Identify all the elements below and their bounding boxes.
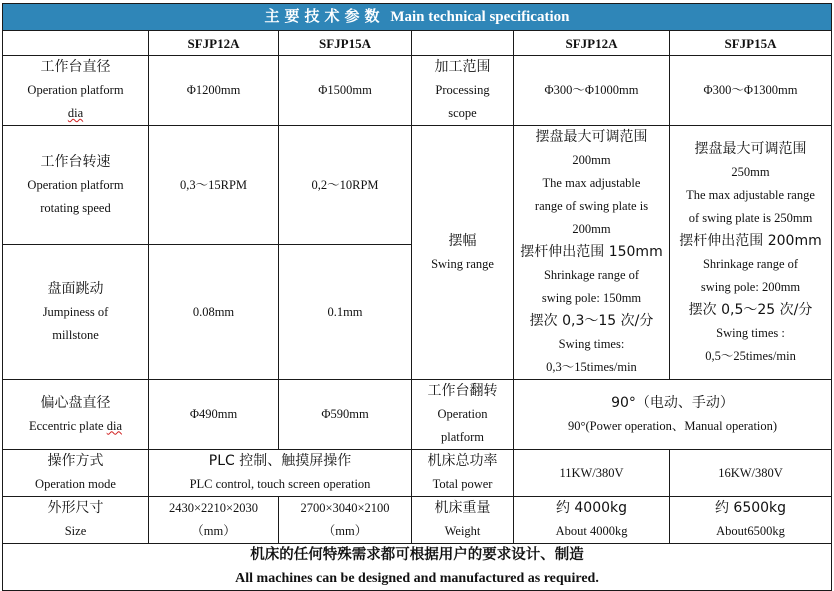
swing-range-sfjp15a: 摆盘最大可调范围 250mm The max adjustable range of swing plate is 250mm 摆杆伸出范围 200mm Shrinkage range of swing pole: 200mm 摆次 0,5～25 次/分 Swing times : 0,5～25times/min [670, 126, 832, 380]
jumpiness-sfjp15a: 0.1mm [279, 245, 412, 380]
title-cn: 主要技术参数 [264, 8, 385, 25]
header-blank-right [412, 31, 514, 56]
table-row [3, 450, 832, 497]
weight-label: 机床重量 Weight [412, 497, 514, 544]
platform-flip-value: 90°（电动、手动） 90°(Power operation、Manual operation) [514, 380, 832, 450]
rotating-speed-sfjp15a: 0,2～10RPM [279, 126, 412, 245]
swing-range-sfjp12a: 摆盘最大可调范围 200mm The max adjustable range of swing plate is 200mm 摆杆伸出范围 150mm Shrinkage range of swing pole: 150mm 摆次 0,3～15 次/分 Swing times: 0,3～15times/min [514, 126, 670, 380]
total-power-label: 机床总功率 Total power [412, 450, 514, 497]
header-row [3, 31, 832, 56]
rotating-speed-label: 工作台转速 Operation platform rotating speed [3, 126, 149, 245]
header-sfjp12a-left: SFJP12A [149, 31, 279, 56]
operation-mode-label: 操作方式 Operation mode [3, 450, 149, 497]
footer-row [3, 544, 832, 591]
table-row [3, 126, 832, 245]
table-title [3, 4, 832, 31]
table-row [3, 380, 832, 450]
total-power-sfjp12a: 11KW/380V [514, 450, 670, 497]
platform-dia-label: 工作台直径 Operation platform dia [3, 56, 149, 126]
header-blank-left [3, 31, 149, 56]
operation-mode-value: PLC 控制、触摸屏操作 PLC control, touch screen operation [149, 450, 412, 497]
header-sfjp12a-right: SFJP12A [514, 31, 670, 56]
footer-note: 机床的任何特殊需求都可根据用户的要求设计、制造 All machines can be designed and manufactured as required. [3, 544, 832, 591]
rotating-speed-sfjp12a: 0,3～15RPM [149, 126, 279, 245]
processing-scope-sfjp12a: Φ300～Φ1000mm [514, 56, 670, 126]
table-row [3, 497, 832, 544]
weight-sfjp15a: 约 6500kg About6500kg [670, 497, 832, 544]
jumpiness-sfjp12a: 0.08mm [149, 245, 279, 380]
eccentric-plate-sfjp15a: Φ590mm [279, 380, 412, 450]
header-sfjp15a-right: SFJP15A [670, 31, 832, 56]
platform-dia-sfjp15a: Φ1500mm [279, 56, 412, 126]
platform-flip-label: 工作台翻转 Operation platform [412, 380, 514, 450]
header-sfjp15a-left: SFJP15A [279, 31, 412, 56]
size-sfjp12a: 2430×2210×2030 （mm） [149, 497, 279, 544]
title-row [3, 4, 832, 31]
eccentric-plate-label: 偏心盘直径 Eccentric plate dia [3, 380, 149, 450]
processing-scope-label: 加工范围 Processing scope [412, 56, 514, 126]
weight-sfjp12a: 约 4000kg About 4000kg [514, 497, 670, 544]
title-en: Main technical specification [390, 8, 570, 25]
size-label: 外形尺寸 Size [3, 497, 149, 544]
size-sfjp15a: 2700×3040×2100 （mm） [279, 497, 412, 544]
processing-scope-sfjp15a: Φ300～Φ1300mm [670, 56, 832, 126]
swing-range-label: 摆幅 Swing range [412, 126, 514, 380]
spec-table [2, 3, 832, 591]
total-power-sfjp15a: 16KW/380V [670, 450, 832, 497]
jumpiness-label: 盘面跳动 Jumpiness of millstone [3, 245, 149, 380]
eccentric-plate-sfjp12a: Φ490mm [149, 380, 279, 450]
table-row [3, 56, 832, 126]
platform-dia-sfjp12a: Φ1200mm [149, 56, 279, 126]
